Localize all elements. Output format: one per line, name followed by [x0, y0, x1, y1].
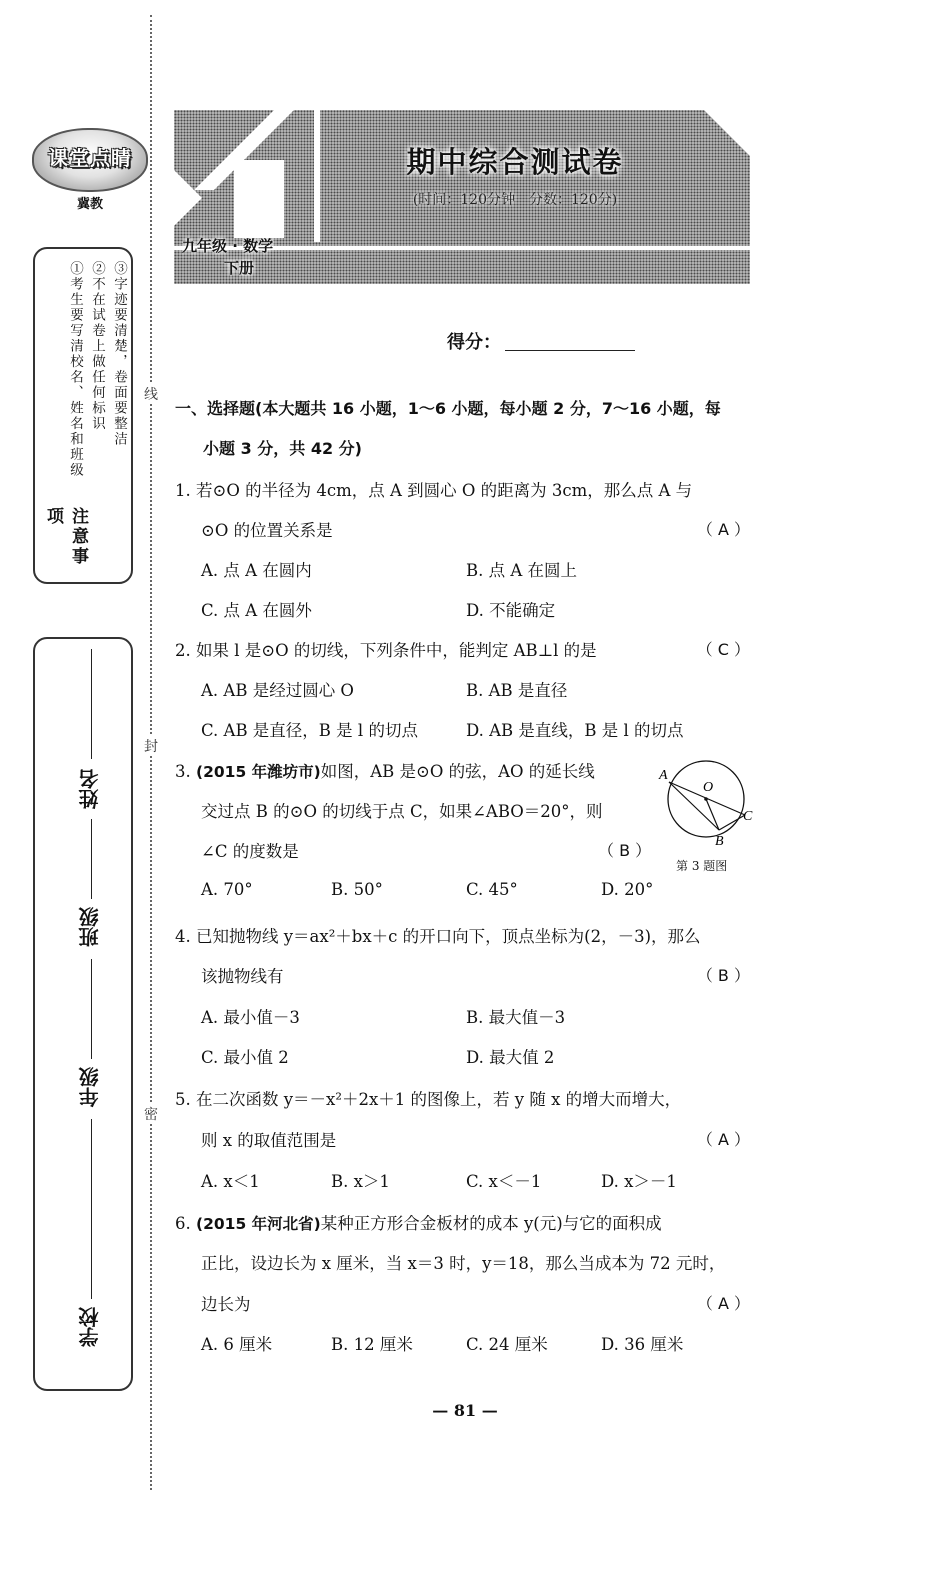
class-line[interactable]	[91, 819, 92, 899]
q6-answer: （ A ）	[696, 1294, 750, 1313]
q3-label-a: A	[659, 768, 668, 783]
notes-item-2: ②不在试卷上做任何标识	[89, 261, 105, 432]
q6-text-line1	[175, 1210, 662, 1234]
grade-subject: 九年级 · 数学	[182, 237, 274, 255]
q3-text-line1	[175, 758, 595, 782]
notes-item-3: ③字迹要清楚，卷面要整洁	[111, 261, 127, 447]
q3-text-line2: 交过点 B 的⊙O 的切线于点 C，如果∠ABO＝20°，则	[201, 802, 603, 821]
q6-option-b: B. 12 厘米	[331, 1335, 413, 1354]
q3-text-line1-rest: 如图，AB 是⊙O 的弦，AO 的延长线	[320, 762, 595, 781]
q2-option-b: B. AB 是直径	[466, 681, 568, 700]
volume-label: 下册	[224, 259, 255, 277]
q5-text-line1: 5. 在二次函数 y＝－x²＋2x＋1 的图像上，若 y 随 x 的增大而增大，	[175, 1090, 682, 1109]
section-heading-line1: 一、选择题(本大题共 16 小题，1～6 小题，每小题 2 分，7～16 小题，每	[175, 399, 721, 418]
q4-text-line2: 该抛物线有	[201, 967, 284, 986]
notes-item-1: ①考生要写清校名、姓名和班级	[67, 261, 83, 478]
q4-answer: （ B ）	[696, 966, 750, 985]
student-info-box	[33, 637, 133, 1391]
exam-title: 期中综合测试卷	[406, 145, 624, 179]
school-line[interactable]	[91, 1119, 92, 1299]
notes-heading: 注意事项	[43, 507, 88, 567]
q4-text-line1: 4. 已知抛物线 y＝ax²＋bx＋c 的开口向下，顶点坐标为(2，－3)，那么	[175, 927, 701, 946]
q2-option-a: A. AB 是经过圆心 O	[201, 681, 354, 700]
q6-text-line2: 正比，设边长为 x 厘米，当 x＝3 时，y＝18，那么当成本为 72 元时，	[201, 1254, 726, 1273]
q1-option-b: B. 点 A 在圆上	[466, 561, 578, 580]
q1-option-a: A. 点 A 在圆内	[201, 561, 312, 580]
binding-char-feng: 封	[144, 736, 158, 756]
class-label: 班级	[78, 907, 102, 947]
q5-option-a: A. x＜1	[201, 1172, 260, 1191]
q6-text-line1-rest: 某种正方形合金板材的成本 y(元)与它的面积成	[320, 1214, 662, 1233]
q3-label-b: B	[715, 834, 724, 849]
q3-source-tag: (2015 年潍坊市)	[196, 763, 321, 781]
q2-option-d: D. AB 是直线，B 是 l 的切点	[466, 721, 684, 740]
q4-option-c: C. 最小值 2	[201, 1048, 289, 1067]
q5-option-b: B. x＞1	[331, 1172, 390, 1191]
binding-char-mi: 密	[144, 1104, 158, 1124]
notes-box	[33, 247, 133, 584]
school-label: 学校	[78, 1307, 102, 1347]
q5-answer: （ A ）	[696, 1130, 750, 1149]
grade-label: 年级	[78, 1067, 102, 1107]
q1-option-c: C. 点 A 在圆外	[201, 601, 312, 620]
q6-text-line3: 边长为	[201, 1295, 251, 1314]
score-line[interactable]	[505, 350, 635, 351]
q6-option-a: A. 6 厘米	[201, 1335, 273, 1354]
q5-text-line2: 则 x 的取值范围是	[201, 1131, 337, 1150]
exam-time-score: (时间：120分钟 分数：120分)	[412, 192, 618, 208]
q1-text-line2: ⊙O 的位置关系是	[201, 521, 333, 540]
grade-line[interactable]	[91, 959, 92, 1059]
q2-option-c: C. AB 是直径，B 是 l 的切点	[201, 721, 418, 740]
q1-answer: （ A ）	[696, 520, 750, 539]
q5-option-c: C. x＜－1	[466, 1172, 542, 1191]
q3-option-c: C. 45°	[466, 880, 518, 899]
score-label: 得分：	[447, 332, 501, 353]
q3-number: 3.	[175, 762, 196, 781]
q2-text-line1: 2. 如果 l 是⊙O 的切线，下列条件中，能判定 AB⊥l 的是	[175, 641, 597, 660]
series-logo-subtitle: 冀教	[76, 197, 103, 212]
q3-option-d: D. 20°	[601, 880, 654, 899]
q4-option-b: B. 最大值－3	[466, 1008, 566, 1027]
q3-figure-caption: 第 3 题图	[676, 859, 728, 873]
binding-char-xian: 线	[144, 384, 158, 404]
q6-option-c: C. 24 厘米	[466, 1335, 548, 1354]
series-logo-title: 课堂点睛	[48, 146, 132, 170]
page-number: — 81 —	[432, 1401, 498, 1420]
q6-option-d: D. 36 厘米	[601, 1335, 684, 1354]
q4-option-a: A. 最小值－3	[201, 1008, 300, 1027]
q3-circle-figure	[655, 752, 755, 852]
series-logo	[32, 128, 148, 192]
q1-text-line1: 1. 若⊙O 的半径为 4cm，点 A 到圆心 O 的距离为 3cm，那么点 A 与	[175, 481, 693, 500]
section-heading-line2: 小题 3 分，共 42 分)	[203, 439, 362, 458]
q3-text-line3: ∠C 的度数是	[201, 842, 299, 861]
q3-option-b: B. 50°	[331, 880, 383, 899]
q2-answer: （ C ）	[696, 640, 750, 659]
q3-label-c: C	[743, 809, 753, 824]
q6-number: 6.	[175, 1214, 196, 1233]
q1-option-d: D. 不能确定	[466, 601, 556, 620]
name-line[interactable]	[91, 649, 92, 759]
q6-source-tag: (2015 年河北省)	[196, 1215, 321, 1233]
name-label: 姓名	[78, 769, 102, 809]
q3-answer: （ B ）	[598, 841, 652, 860]
q3-label-o: O	[703, 780, 714, 795]
q4-option-d: D. 最大值 2	[466, 1048, 555, 1067]
q5-option-d: D. x＞－1	[601, 1172, 677, 1191]
q3-option-a: A. 70°	[201, 880, 253, 899]
